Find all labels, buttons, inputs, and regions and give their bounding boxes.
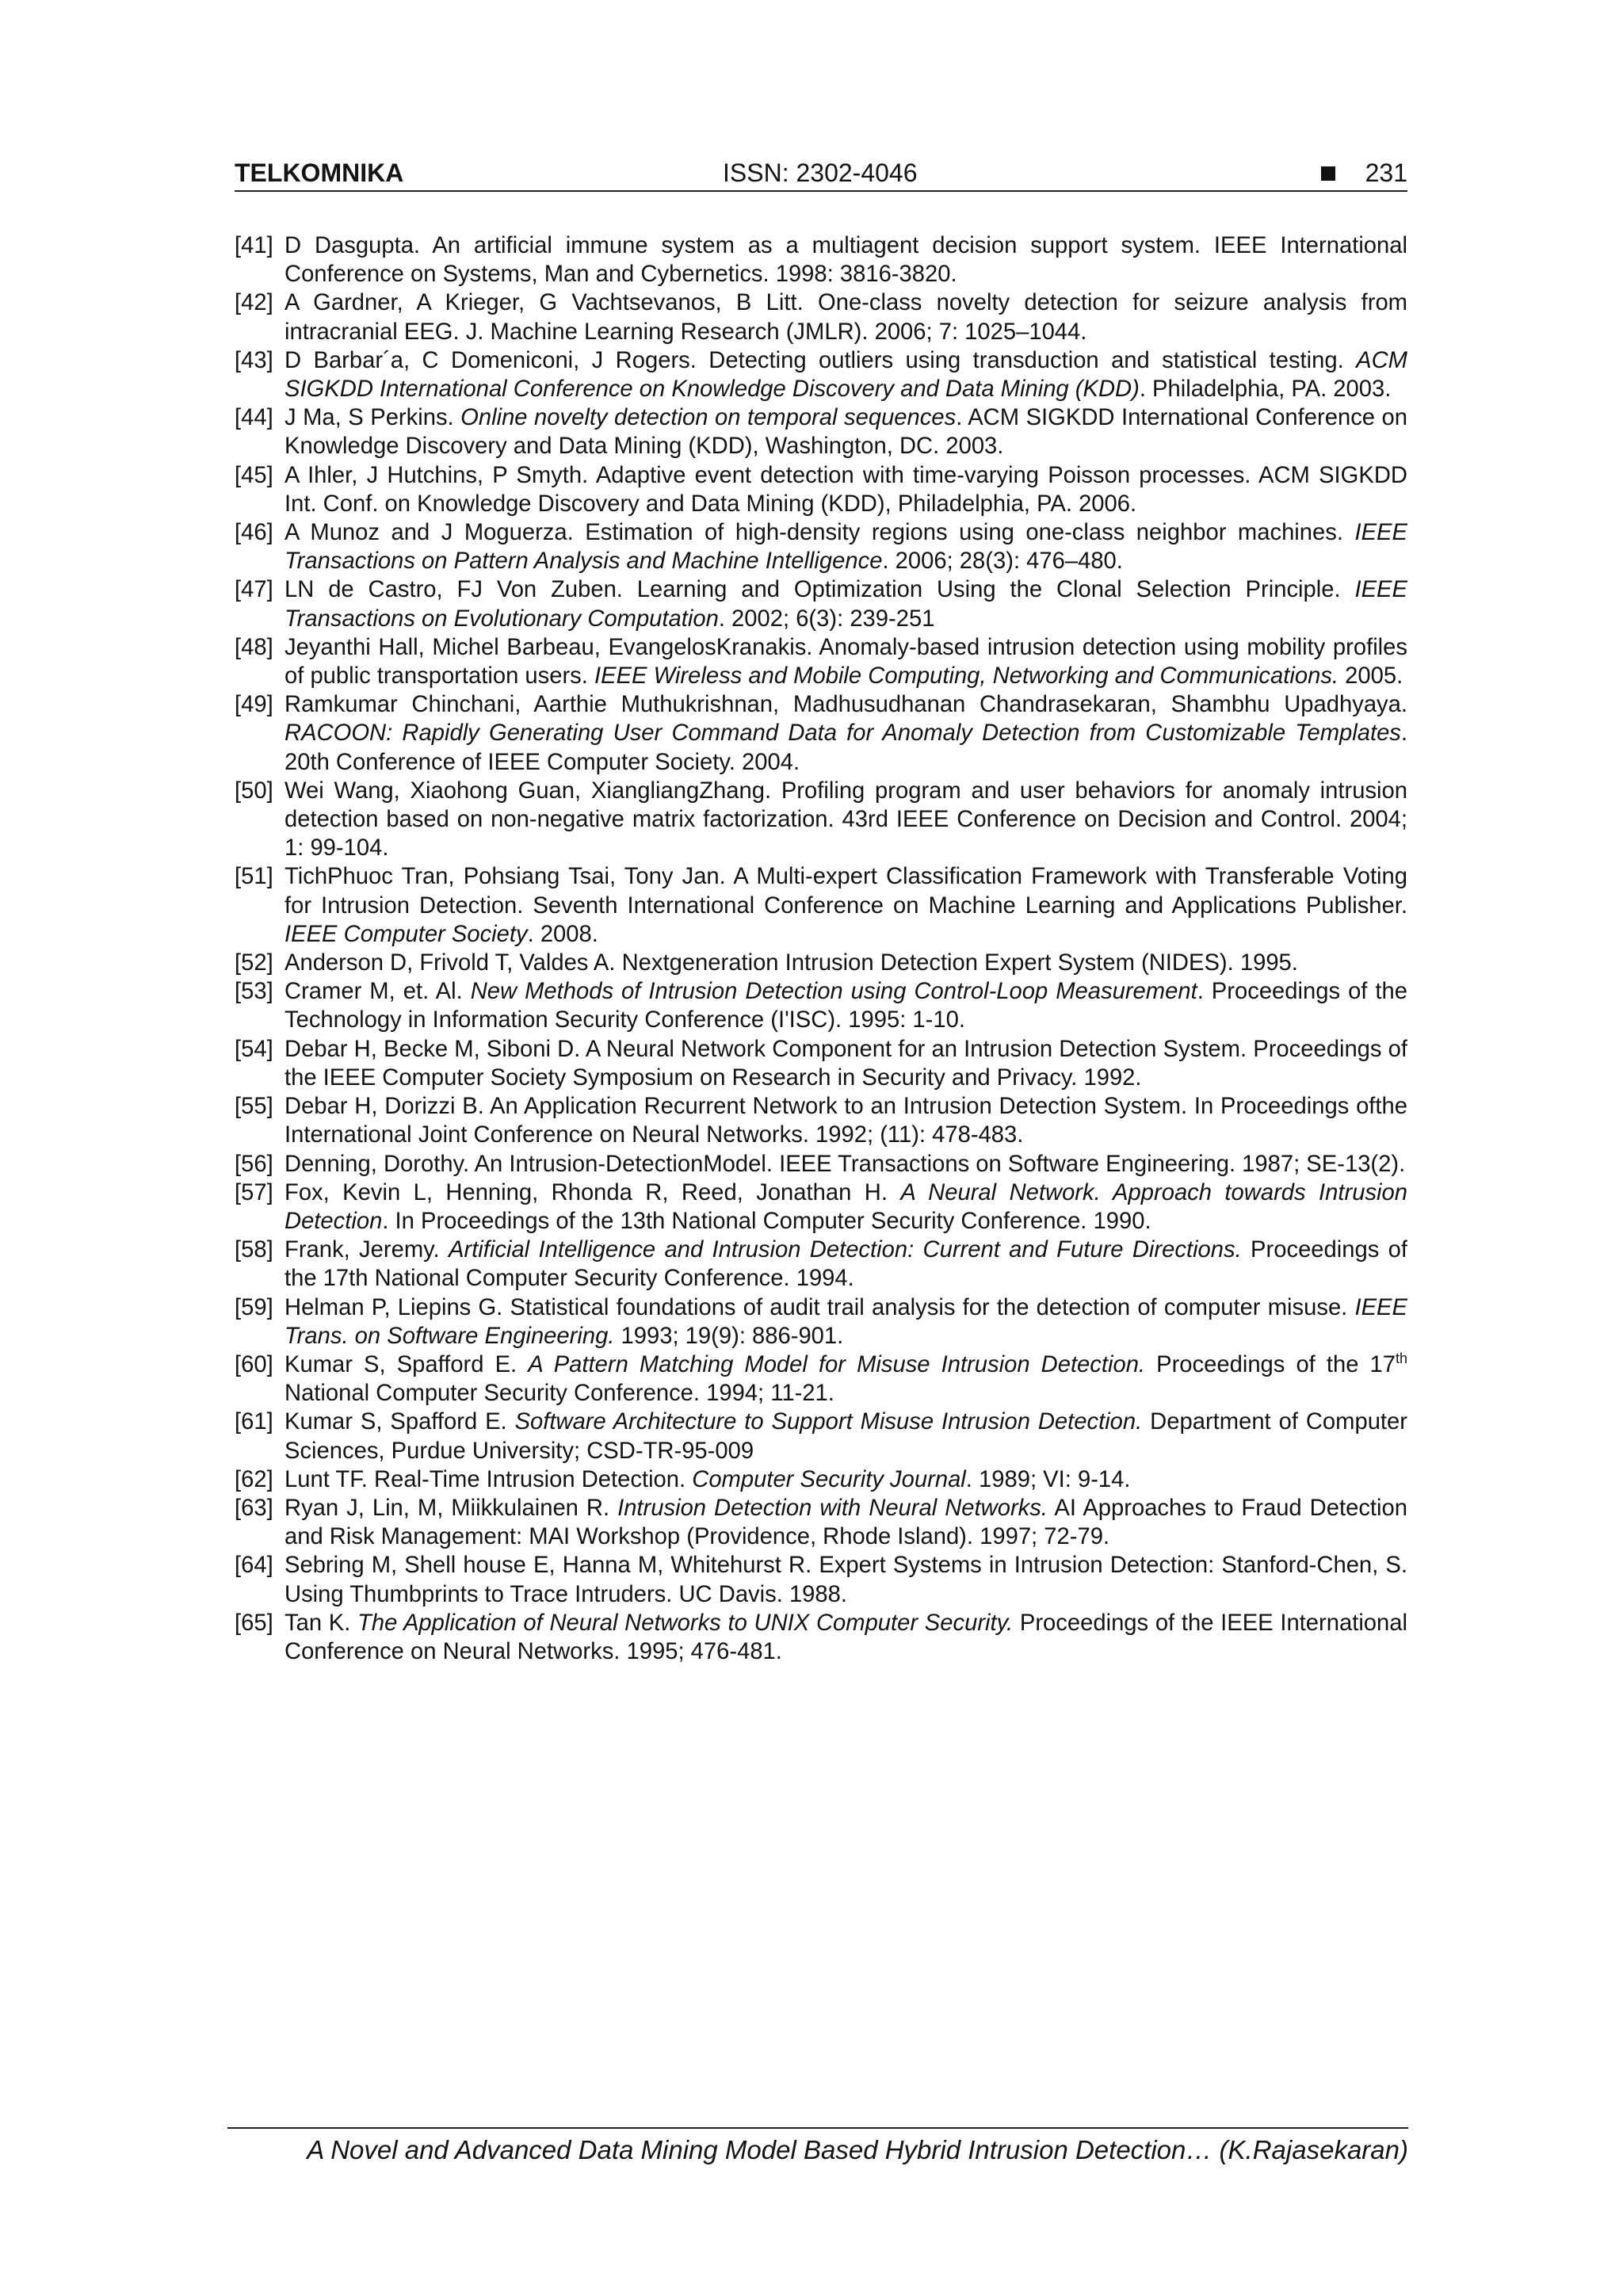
italic-title: IEEE Trans. on Software Engineering. [285, 1294, 1407, 1349]
reference-segment: Frank, Jeremy. [285, 1237, 449, 1263]
reference-number: [57] [235, 1179, 273, 1205]
reference-text [285, 633, 1407, 690]
reference-segment: Debar H, Dorizzi B. An Application Recurrent Network to an Intrusion Detection System. In Proceedings ofthe International Joint Conference on Neural Networks. 1992; (11): 478-483. [285, 1094, 1407, 1148]
reference-number: [42] [235, 290, 273, 316]
reference-item [235, 518, 1407, 575]
reference-number: [52] [235, 950, 273, 976]
reference-segment: . In Proceedings of the 13th National Computer Security Conference. 1990. [382, 1208, 1151, 1234]
reference-text [285, 1350, 1407, 1408]
reference-text [285, 1035, 1407, 1092]
reference-segment: Kumar S, Spafford E. [285, 1409, 515, 1435]
italic-title: New Methods of Intrusion Detection using Control-Loop Measurement [470, 979, 1197, 1005]
reference-segment: . Proceedings of the Technology in Information Security Conference (I'ISC). 1995: 1-10. [285, 979, 1408, 1033]
reference-number: [47] [235, 577, 273, 603]
reference-item [235, 1551, 1407, 1608]
reference-text [285, 1551, 1407, 1608]
reference-segment: Sebring M, Shell house E, Hanna M, Whitehurst R. Expert Systems in Intrusion Detection: Stanford-Chen, S. Using Thumbprints to Trace Intruders. UC Davis. 1988. [285, 1553, 1407, 1607]
reference-item [235, 777, 1407, 863]
reference-text [285, 1150, 1407, 1179]
reference-text [285, 690, 1407, 777]
reference-segment: National Computer Security Conference. 1994; 11-21. [285, 1381, 834, 1407]
reference-text [285, 777, 1407, 863]
reference-segment: . 2002; 6(3): 239-251 [718, 606, 935, 632]
reference-item [235, 690, 1407, 777]
reference-segment: LN de Castro, FJ Von Zuben. Learning and Optimization Using the Clonal Selection Principle. [285, 577, 1355, 603]
reference-number: [48] [235, 634, 273, 660]
italic-title: The Application of Neural Networks to UNIX Computer Security. [357, 1610, 1014, 1636]
reference-text [285, 1293, 1407, 1350]
reference-text [285, 949, 1407, 977]
italic-title: ACM SIGKDD International Conference on Knowledge Discovery and Data Mining (KDD) [285, 347, 1407, 403]
reference-segment: Jeyanthi Hall, Michel Barbeau, EvangelosKranakis. Anomaly-based intrusion detection using mobility profiles of public transportation users. [285, 634, 1407, 690]
reference-segment: Proceedings of the 17th National Computer Security Conference. 1994. [285, 1237, 1407, 1292]
reference-item [235, 1408, 1407, 1465]
reference-segment: . 2006; 28(3): 476–480. [882, 548, 1123, 575]
reference-item [235, 1465, 1407, 1494]
reference-item [235, 1609, 1407, 1666]
reference-segment: Department of Computer Sciences, Purdue University; CSD-TR-95-009 [285, 1409, 1407, 1464]
reference-text [285, 461, 1407, 518]
reference-item [235, 1293, 1407, 1350]
italic-title: A Neural Network. Approach towards Intrusion Detection [285, 1179, 1407, 1234]
reference-number: [53] [235, 979, 273, 1005]
reference-number: [56] [235, 1151, 273, 1177]
reference-segment: Fox, Kevin L, Henning, Rhonda R, Reed, Jonathan H. [285, 1179, 901, 1205]
reference-item [235, 633, 1407, 690]
reference-number: [49] [235, 692, 273, 718]
reference-text [285, 231, 1407, 288]
reference-number: [44] [235, 405, 273, 431]
reference-item [235, 1350, 1407, 1408]
reference-item [235, 1494, 1407, 1551]
reference-text [285, 1236, 1407, 1293]
reference-segment: Helman P, Liepins G. Statistical foundations of audit trail analysis for the detection of computer misuse. [285, 1294, 1355, 1320]
reference-segment: D Barbar´a, C Domeniconi, J Rogers. Detecting outliers using transduction and statistical testing. [285, 347, 1357, 373]
italic-title: Software Architecture to Support Misuse Intrusion Detection. [514, 1409, 1143, 1435]
reference-number: [45] [235, 462, 273, 488]
reference-item [235, 977, 1407, 1034]
reference-number: [51] [235, 864, 273, 890]
reference-text [285, 288, 1407, 346]
reference-text [285, 575, 1407, 632]
running-footer [227, 2127, 1408, 2167]
reference-number: [50] [235, 777, 273, 804]
reference-segment: Cramer M, et. Al. [285, 979, 471, 1005]
reference-item [235, 1236, 1407, 1293]
reference-segment: A Gardner, A Krieger, G Vachtsevanos, B Litt. One-class novelty detection for seizure analysis from intracranial EEG. J. Machine Learning Research (JMLR). 2006; 7: 1025–1044. [285, 290, 1407, 345]
reference-text [285, 1494, 1407, 1551]
running-title: A Novel and Advanced Data Mining Model Based Hybrid Intrusion Detection… (K.Rajasekaran) [307, 2135, 1408, 2164]
reference-segment: Anderson D, Frivold T, Valdes A. Nextgeneration Intrusion Detection Expert System (NIDES). 1995. [285, 950, 1298, 976]
reference-number: [61] [235, 1409, 273, 1435]
page-number: 231 [1365, 159, 1407, 187]
reference-number: [54] [235, 1036, 273, 1062]
reference-text [285, 346, 1407, 403]
reference-segment: . 2008. [527, 921, 598, 947]
reference-item [235, 862, 1407, 949]
reference-number: [64] [235, 1553, 273, 1579]
reference-segment: 1993; 19(9): 886-901. [614, 1323, 844, 1349]
reference-number: [43] [235, 347, 273, 373]
reference-item [235, 1150, 1407, 1179]
reference-segment: Wei Wang, Xiaohong Guan, XiangliangZhang. Profiling program and user behaviors for anomaly intrusion detection based on non-negative matrix factorization. 43rd IEEE Conference on Decision and Control. 2004; 1: 99-104. [285, 777, 1407, 861]
reference-item [235, 1092, 1407, 1149]
reference-text [285, 403, 1407, 460]
reference-text [285, 1179, 1407, 1236]
page-header [235, 155, 1407, 192]
reference-item [235, 288, 1407, 346]
reference-segment: . ACM SIGKDD International Conference on Knowledge Discovery and Data Mining (KDD), Washington, DC. 2003. [285, 405, 1407, 460]
italic-title: RACOON: Rapidly Generating User Command Data for Anomaly Detection from Customizable Templates [285, 720, 1401, 747]
reference-item [235, 403, 1407, 460]
reference-number: [62] [235, 1466, 273, 1492]
reference-segment: Tan K. [285, 1610, 358, 1636]
reference-item [235, 346, 1407, 403]
italic-title: IEEE Transactions on Evolutionary Computation [285, 577, 1407, 632]
reference-segment: . 1989; VI: 9-14. [965, 1466, 1131, 1492]
reference-segment: TichPhuoc Tran, Pohsiang Tsai, Tony Jan. A Multi-expert Classification Framework with Transferable Voting for Intrusion Detection. Seventh International Conference on Machine Learning and Applications Publisher. [285, 864, 1407, 919]
italic-title: IEEE Wireless and Mobile Computing, Networking and Communications. [594, 663, 1339, 690]
reference-segment: Proceedings of the 17 [1145, 1351, 1396, 1377]
italic-title: A Pattern Matching Model for Misuse Intrusion Detection. [528, 1351, 1146, 1377]
reference-number: [60] [235, 1351, 273, 1377]
reference-item [235, 231, 1407, 288]
reference-text [285, 1465, 1407, 1494]
italic-title: IEEE Computer Society [285, 921, 528, 947]
reference-text [285, 1408, 1407, 1465]
reference-number: [41] [235, 233, 273, 258]
reference-item [235, 1035, 1407, 1092]
italic-title: Computer Security Journal [692, 1466, 966, 1492]
reference-item [235, 1179, 1407, 1236]
reference-number: [58] [235, 1237, 273, 1263]
reference-number: [55] [235, 1094, 273, 1120]
reference-number: [59] [235, 1294, 273, 1320]
reference-segment: Proceedings of the IEEE International Conference on Neural Networks. 1995; 476-481. [285, 1610, 1407, 1664]
square-bullet-icon [1321, 166, 1335, 181]
reference-item [235, 461, 1407, 518]
reference-segment: J Ma, S Perkins. [285, 405, 461, 431]
reference-segment: Debar H, Becke M, Siboni D. A Neural Network Component for an Intrusion Detection System. Proceedings of the IEEE Computer Society Symposium on Research in Security and Privacy. 1992. [285, 1036, 1407, 1091]
reference-segment: 2005. [1338, 663, 1403, 690]
italic-title: Intrusion Detection with Neural Networks. [617, 1495, 1048, 1521]
reference-item [235, 949, 1407, 977]
reference-text [285, 1092, 1407, 1149]
reference-segment: A Munoz and J Moguerza. Estimation of high-density regions using one-class neighbor machines. [285, 520, 1355, 546]
reference-segment: . 20th Conference of IEEE Computer Society. 2004. [285, 720, 1407, 775]
reference-text [285, 977, 1407, 1034]
reference-segment: Ryan J, Lin, M, Miikkulainen R. [285, 1495, 618, 1521]
reference-segment: AI Approaches to Fraud Detection and Risk Management: MAI Workshop (Providence, Rhode Island). 1997; 72-79. [285, 1495, 1407, 1550]
superscript: th [1395, 1350, 1407, 1366]
italic-title: Online novelty detection on temporal sequences [460, 405, 957, 431]
issn: ISSN: 2302-4046 [723, 159, 918, 187]
reference-segment: . Philadelphia, PA. 2003. [1139, 376, 1392, 403]
reference-number: [65] [235, 1610, 273, 1636]
reference-text [285, 1609, 1407, 1666]
reference-segment: A Ihler, J Hutchins, P Smyth. Adaptive event detection with time-varying Poisson processes. ACM SIGKDD Int. Conf. on Knowledge Discovery and Data Mining (KDD), Philadelphia, PA. 2006. [285, 462, 1407, 517]
reference-text [285, 518, 1407, 575]
reference-segment: Lunt TF. Real-Time Intrusion Detection. [285, 1466, 693, 1492]
reference-segment: Kumar S, Spafford E. [285, 1351, 529, 1377]
reference-segment: Ramkumar Chinchani, Aarthie Muthukrishnan, Madhusudhanan Chandrasekaran, Shambhu Upadhyaya. [285, 692, 1407, 718]
reference-segment: D Dasgupta. An artificial immune system as a multiagent decision support system. IEEE International Conference on Systems, Man and Cybernetics. 1998: 3816-3820. [285, 233, 1407, 288]
reference-number: [46] [235, 520, 273, 546]
reference-item [235, 575, 1407, 632]
reference-number: [63] [235, 1495, 273, 1521]
italic-title: Artificial Intelligence and Intrusion Detection: Current and Future Directions. [449, 1237, 1242, 1263]
page-number-group [1321, 157, 1407, 189]
reference-segment: Denning, Dorothy. An Intrusion-DetectionModel. IEEE Transactions on Software Engineering. 1987; SE-13(2). [285, 1151, 1406, 1177]
journal-name: TELKOMNIKA [235, 159, 404, 187]
reference-list [235, 231, 1407, 1666]
reference-text [285, 862, 1407, 949]
italic-title: IEEE Transactions on Pattern Analysis and Machine Intelligence [285, 520, 1407, 575]
